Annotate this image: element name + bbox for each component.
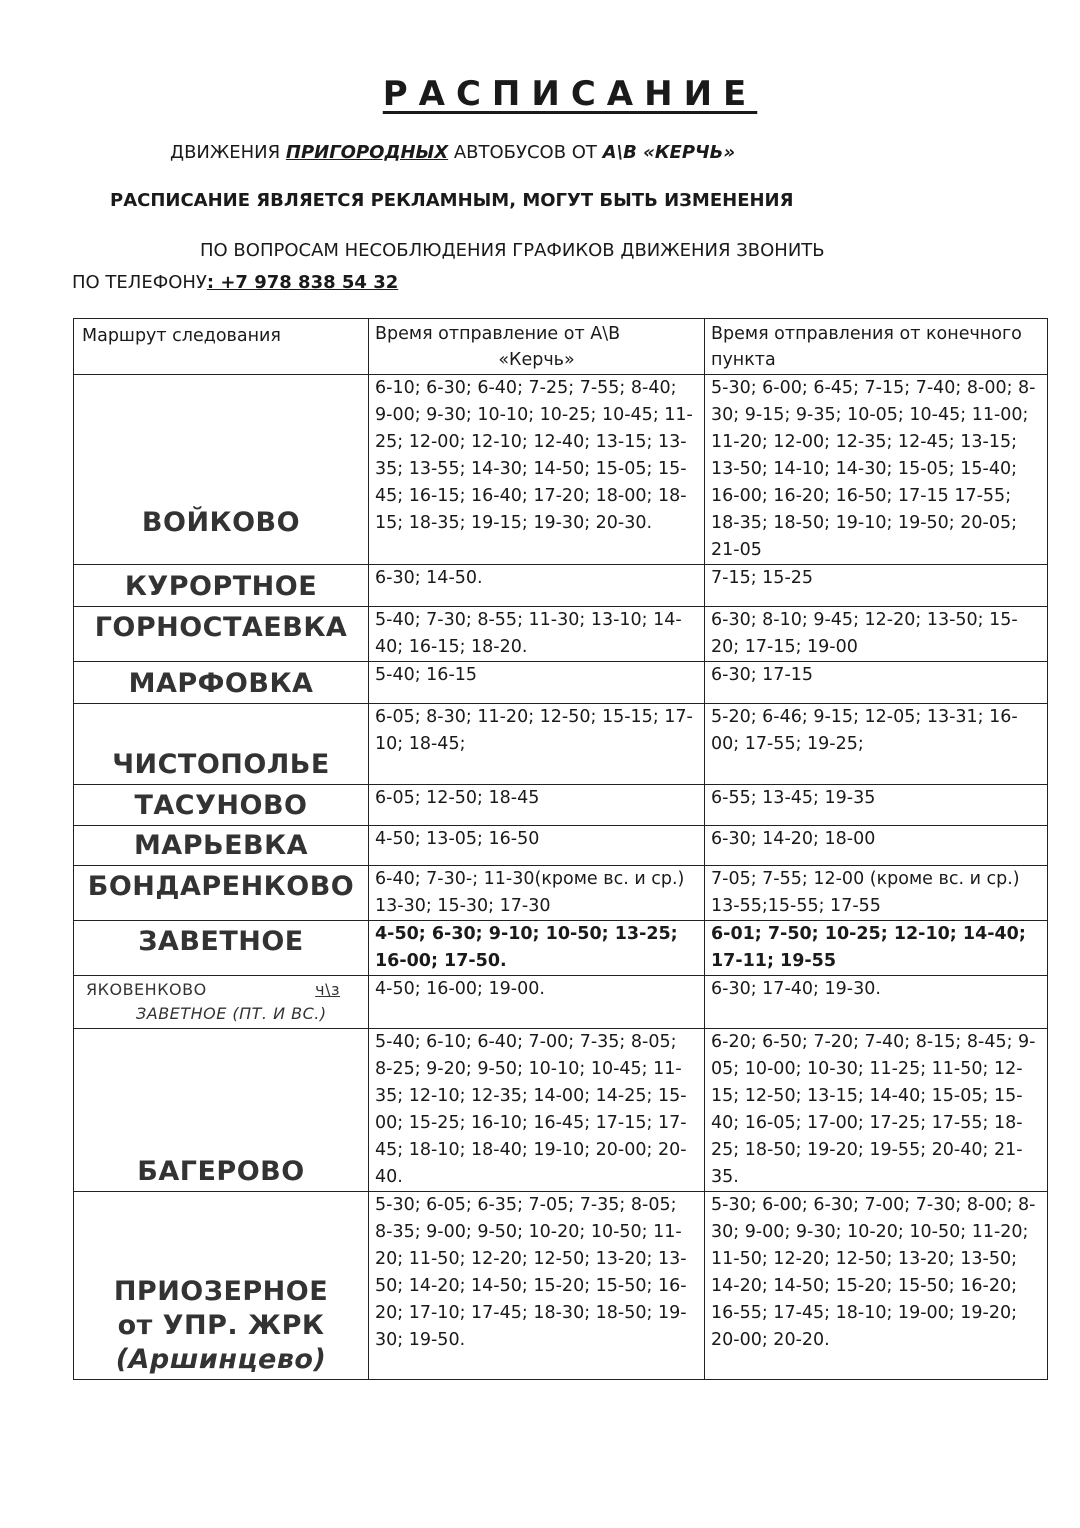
- route-name: ЧИСТОПОЛЬЕ: [74, 704, 369, 785]
- table-row: [74, 826, 1048, 866]
- departure-times: 6-10; 6-30; 6-40; 7-25; 7-55; 8-40; 9-00; 9-30; 10-10; 10-25; 10-45; 11-25; 12-00; 12-10; 12-40; 13-15; 13-35; 13-55; 14-30; 14-50; 15-05; 15-45; 16-15; 16-40; 17-20; 18-00; 18-15; 18-35; 19-15; 19-30; 20-30.: [369, 375, 705, 565]
- route-name-line3: (Аршинцево): [115, 1344, 327, 1375]
- route-name-sub: ЗАВЕТНОЕ (ПТ. И ВС.): [136, 1004, 327, 1023]
- route-name: ГОРНОСТАЕВКА: [74, 607, 369, 662]
- route-name: [74, 1192, 369, 1380]
- return-times: 6-20; 6-50; 7-20; 7-40; 8-15; 8-45; 9-05; 10-00; 10-30; 11-25; 11-50; 12-15; 12-50; 13-15; 14-40; 15-05; 15-40; 16-05; 17-00; 17-25; 17-55; 18-25; 18-50; 19-20; 19-55; 20-40; 21-35.: [705, 1029, 1048, 1192]
- contact-line: ПО ВОПРОСАМ НЕСОБЛЮДЕНИЯ ГРАФИКОВ ДВИЖЕНИЯ ЗВОНИТЬ: [200, 240, 825, 261]
- route-name: ЗАВЕТНОЕ: [74, 921, 369, 976]
- header-departure-l1: Время отправление от А\В: [375, 324, 621, 344]
- route-via-note: ч\з: [315, 980, 340, 999]
- departure-times: 4-50; 13-05; 16-50: [369, 826, 705, 866]
- return-times: 5-30; 6-00; 6-45; 7-15; 7-40; 8-00; 8-30; 9-15; 9-35; 10-05; 10-45; 11-00; 11-20; 12-00; 12-35; 12-45; 13-15; 13-50; 14-10; 14-30; 15-05; 15-40; 16-00; 16-20; 16-50; 17-15 17-55; 18-35; 18-50; 19-10; 19-50; 20-05; 21-05: [705, 375, 1048, 565]
- table-row: [74, 1192, 1048, 1380]
- header-departure-l2: «Керчь»: [498, 350, 575, 370]
- table-row: [74, 921, 1048, 976]
- schedule-table: [73, 318, 1048, 1380]
- subtitle-middle: АВТОБУСОВ ОТ: [448, 142, 603, 163]
- header-departure: [369, 319, 705, 375]
- table-row: [74, 375, 1048, 565]
- route-name: МАРЬЕВКА: [74, 826, 369, 866]
- return-times: 6-30; 17-15: [705, 662, 1048, 704]
- notice-line: РАСПИСАНИЕ ЯВЛЯЕТСЯ РЕКЛАМНЫМ, МОГУТ БЫТЬ ИЗМЕНЕНИЯ: [110, 190, 794, 211]
- route-name: БОНДАРЕНКОВО: [74, 866, 369, 921]
- table-row: [74, 1029, 1048, 1192]
- table-row: [74, 704, 1048, 785]
- departure-times: 5-30; 6-05; 6-35; 7-05; 7-35; 8-05; 8-35; 9-00; 9-50; 10-20; 10-50; 11-20; 11-50; 12-20; 12-50; 13-20; 13-50; 14-20; 14-50; 15-20; 15-50; 16-20; 17-10; 17-45; 18-30; 18-50; 19-30; 19-50.: [369, 1192, 705, 1380]
- route-name-main: ЯКОВЕНКОВО: [86, 980, 207, 999]
- phone-label: ПО ТЕЛЕФОНУ: [72, 272, 207, 293]
- table-row: [74, 607, 1048, 662]
- subtitle-suburban: ПРИГОРОДНЫХ: [285, 142, 449, 163]
- return-times: 6-55; 13-45; 19-35: [705, 785, 1048, 826]
- route-name: ТАСУНОВО: [74, 785, 369, 826]
- subtitle-prefix: ДВИЖЕНИЯ: [170, 142, 286, 163]
- departure-times: 4-50; 6-30; 9-10; 10-50; 13-25; 16-00; 17-50.: [369, 921, 705, 976]
- phone-line: [72, 272, 398, 293]
- return-times: 5-30; 6-00; 6-30; 7-00; 7-30; 8-00; 8-30; 9-00; 9-30; 10-20; 10-50; 11-20; 11-50; 12-20; 12-50; 13-20; 13-50; 14-20; 14-50; 15-20; 15-50; 16-20; 16-55; 17-45; 18-10; 19-00; 19-20; 20-00; 20-20.: [705, 1192, 1048, 1380]
- route-name-main: ПРИОЗЕРНОЕ: [113, 1276, 329, 1307]
- route-name: [74, 976, 369, 1029]
- return-times: 6-30; 8-10; 9-45; 12-20; 13-50; 15-20; 17-15; 19-00: [705, 607, 1048, 662]
- subtitle-line: [170, 142, 735, 163]
- route-name: ВОЙКОВО: [74, 375, 369, 565]
- departure-times: 5-40; 7-30; 8-55; 11-30; 13-10; 14-40; 16-15; 18-20.: [369, 607, 705, 662]
- table-row: [74, 976, 1048, 1029]
- route-name: БАГЕРОВО: [74, 1029, 369, 1192]
- header-route: Маршрут следования: [74, 319, 369, 375]
- departure-times: 4-50; 16-00; 19-00.: [369, 976, 705, 1029]
- departure-times: 5-40; 16-15: [369, 662, 705, 704]
- header-return: Время отправления от конечного пункта: [705, 319, 1048, 375]
- route-name-line2: от УПР. ЖРК: [117, 1310, 325, 1341]
- route-name: МАРФОВКА: [74, 662, 369, 704]
- page-title: РАСПИСАНИЕ: [382, 74, 758, 114]
- departure-times: 6-05; 8-30; 11-20; 12-50; 15-15; 17-10; 18-45;: [369, 704, 705, 785]
- return-times: 7-15; 15-25: [705, 565, 1048, 607]
- return-times: 5-20; 6-46; 9-15; 12-05; 13-31; 16-00; 17-55; 19-25;: [705, 704, 1048, 785]
- departure-times: 6-40; 7-30-; 11-30(кроме вс. и ср.) 13-30; 15-30; 17-30: [369, 866, 705, 921]
- return-times: 6-30; 17-40; 19-30.: [705, 976, 1048, 1029]
- return-times: 7-05; 7-55; 12-00 (кроме вс. и ср.) 13-55;15-55; 17-55: [705, 866, 1048, 921]
- phone-number: : +7 978 838 54 32: [206, 272, 399, 293]
- table-row: [74, 662, 1048, 704]
- table-row: [74, 785, 1048, 826]
- departure-times: 6-05; 12-50; 18-45: [369, 785, 705, 826]
- return-times: 6-30; 14-20; 18-00: [705, 826, 1048, 866]
- table-row: [74, 866, 1048, 921]
- return-times: 6-01; 7-50; 10-25; 12-10; 14-40; 17-11; 19-55: [705, 921, 1048, 976]
- table-header-row: [74, 319, 1048, 375]
- table-row: [74, 565, 1048, 607]
- subtitle-station: А\В «КЕРЧЬ»: [602, 142, 736, 163]
- route-name: КУРОРТНОЕ: [74, 565, 369, 607]
- departure-times: 5-40; 6-10; 6-40; 7-00; 7-35; 8-05; 8-25; 9-20; 9-50; 10-10; 10-45; 11-35; 12-10; 12-35; 14-00; 14-25; 15-00; 15-25; 16-10; 16-45; 17-15; 17-45; 18-10; 18-40; 19-10; 20-00; 20-40.: [369, 1029, 705, 1192]
- departure-times: 6-30; 14-50.: [369, 565, 705, 607]
